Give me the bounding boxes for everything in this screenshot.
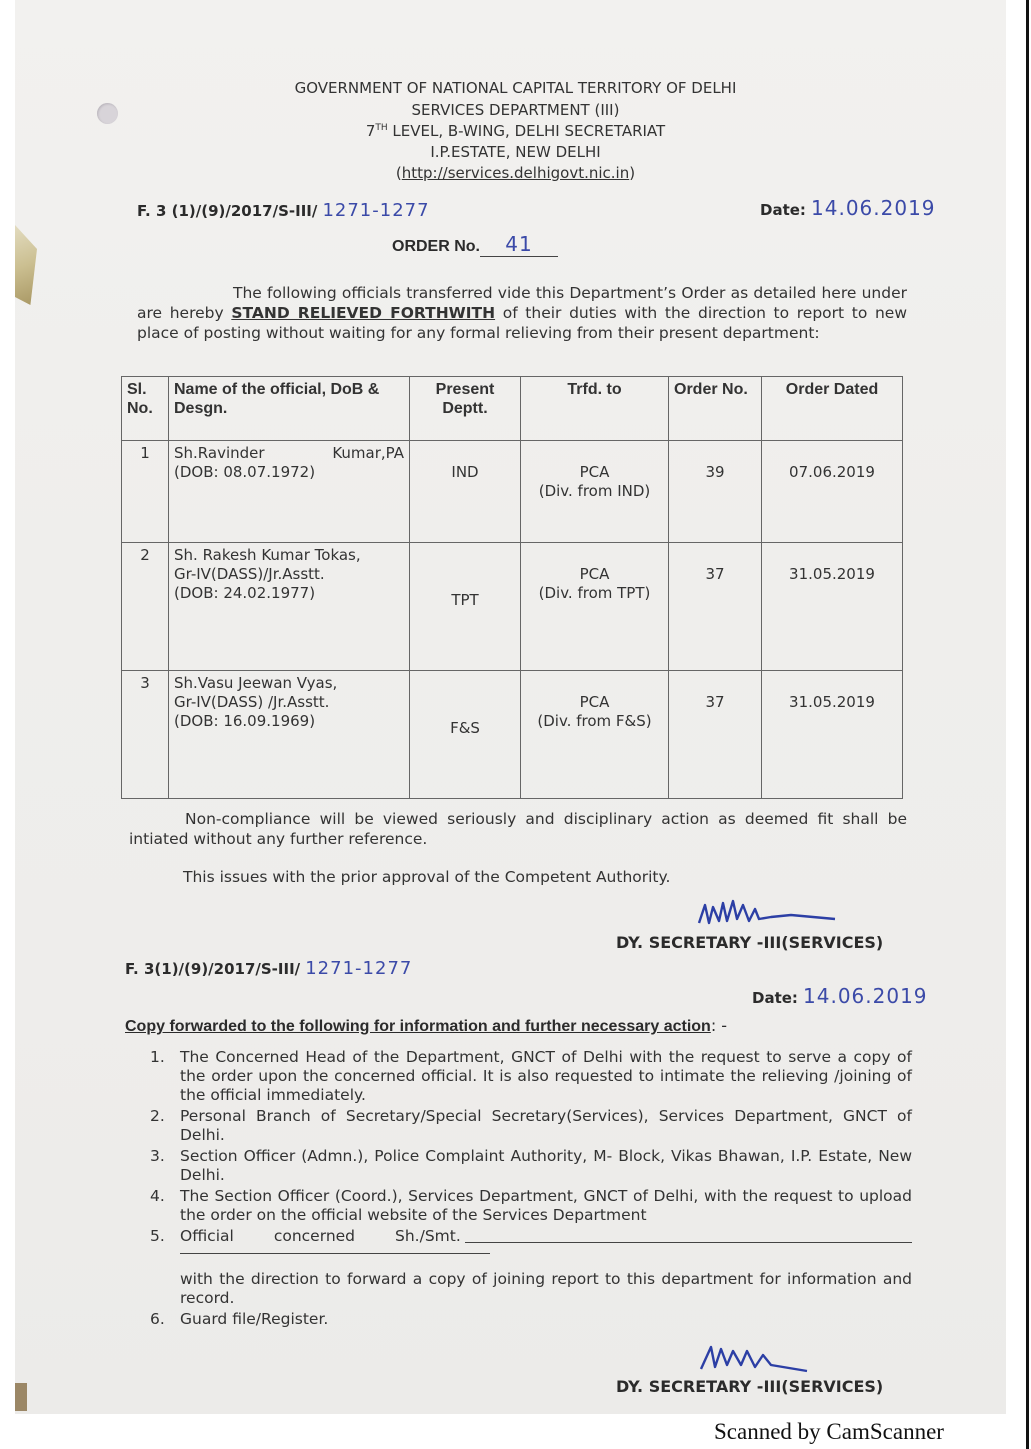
cell-name xyxy=(169,671,410,799)
sh-smt-group xyxy=(395,1227,912,1246)
trfd-dept: PCA xyxy=(579,463,610,481)
cell-order-dated: 07.06.2019 xyxy=(762,441,903,543)
list-item xyxy=(150,1310,912,1329)
col-sl-no: Sl. No. xyxy=(122,377,169,441)
col-transferred-to: Trfd. to xyxy=(521,377,669,441)
list-text: Section Officer (Admn.), Police Complaint Authority, M- Block, Vikas Bhawan, I.P. Estate, New Delhi. xyxy=(180,1147,912,1184)
copy-heading-text: Copy forwarded to the following for information and further necessary action xyxy=(125,1018,711,1035)
handwritten-date: 14.06.2019 xyxy=(811,196,936,220)
list-text: Personal Branch of Secretary/Special Secretary(Services), Services Department, GNCT of Delhi. xyxy=(180,1107,912,1144)
official-name-first: Sh.Ravinder xyxy=(174,444,265,462)
paren-close: ) xyxy=(629,164,636,182)
paren-open: ( xyxy=(395,164,402,182)
signature-scribble-2 xyxy=(697,1341,817,1375)
cell-order-dated: 31.05.2019 xyxy=(762,543,903,671)
list-item xyxy=(150,1107,912,1145)
list-text-sh-smt: Sh./Smt. xyxy=(395,1227,461,1245)
list-item-5-second-line xyxy=(180,1252,912,1270)
copy-heading xyxy=(125,1015,915,1038)
cell-order-no: 37 xyxy=(669,671,762,799)
header-level-suffix: TH xyxy=(375,123,388,133)
col-order-no: Order No. xyxy=(669,377,762,441)
reference-date xyxy=(760,196,936,220)
header-department: SERVICES DEPARTMENT (III) xyxy=(411,101,620,119)
official-name-last: Kumar,PA xyxy=(332,444,404,462)
copy-heading-suffix: : - xyxy=(710,1016,728,1035)
non-compliance-warning: Non-compliance will be viewed seriously and disciplinary action as deemed fit shall be intiated without any further reference. xyxy=(129,810,907,848)
cell-trfd xyxy=(521,543,669,671)
col-present-dept: Present Deptt. xyxy=(410,377,521,441)
table-row xyxy=(122,441,903,543)
copy-reference-line xyxy=(125,957,915,981)
date-label: Date: xyxy=(760,201,806,219)
official-name-blank-2[interactable] xyxy=(180,1252,490,1254)
official-dob: (DOB: 24.02.1977) xyxy=(174,584,316,602)
list-text: Guard file/Register. xyxy=(180,1310,329,1328)
col-order-dated: Order Dated xyxy=(762,377,903,441)
cell-trfd xyxy=(521,671,669,799)
signatory-designation-2: DY. SECRETARY -III(SERVICES) xyxy=(616,1377,884,1396)
copy-date-label: Date: xyxy=(752,989,798,1007)
list-number: 1. xyxy=(150,1048,165,1066)
trfd-note: (Div. from F&S) xyxy=(537,712,652,730)
intro-text-2: of their duties with the direction to report to new place of posting without waiting for any formal relieving from their present department: xyxy=(137,304,907,342)
cell-dept: IND xyxy=(410,441,521,543)
header-estate: I.P.ESTATE, NEW DELHI xyxy=(430,143,601,161)
header-website-line xyxy=(0,163,1031,183)
list-number: 3. xyxy=(150,1147,165,1165)
intro-paragraph xyxy=(137,283,907,343)
trfd-dept: PCA xyxy=(579,693,610,711)
header-government: GOVERNMENT OF NATIONAL CAPITAL TERRITORY OF DELHI xyxy=(294,79,737,97)
official-name-blank[interactable] xyxy=(465,1242,912,1243)
list-text: The Concerned Head of the Department, GNCT of Delhi with the request to serve a copy of the order upon the concerned official. It is also requested to intimate the relieving /joining of the official immediately. xyxy=(180,1048,912,1104)
trfd-dept: PCA xyxy=(579,565,610,583)
list-item-5-first-line xyxy=(180,1227,912,1246)
file-number: F. 3 (1)/(9)/2017/S-III/ xyxy=(137,202,318,220)
col-name: Name of the official, DoB & Desgn. xyxy=(169,377,410,441)
signatory-designation: DY. SECRETARY -III(SERVICES) xyxy=(616,933,884,952)
cell-order-no: 37 xyxy=(669,543,762,671)
signature-block-2 xyxy=(616,1341,916,1397)
scan-edge-line xyxy=(1026,0,1029,1449)
official-dob: (DOB: 08.07.1972) xyxy=(174,463,316,481)
reference-line xyxy=(137,200,430,221)
handwritten-dispatch-number: 1271-1277 xyxy=(322,200,430,221)
table-header-row xyxy=(122,377,903,441)
copy-date xyxy=(125,983,928,1011)
post-table-section xyxy=(129,809,907,887)
intro-text-1: The following officials transferred vide this Department’s Order as detailed here under are hereby xyxy=(137,284,907,322)
list-text: with the direction to forward a copy of joining report to this department for information and record. xyxy=(180,1270,912,1307)
cell-order-dated: 31.05.2019 xyxy=(762,671,903,799)
website-link[interactable]: http://services.delhigovt.nic.in xyxy=(401,164,630,182)
signature xyxy=(695,895,916,931)
name-line xyxy=(174,444,404,463)
official-dob: (DOB: 16.09.1969) xyxy=(174,712,316,730)
list-item xyxy=(150,1227,912,1308)
trfd-note: (Div. from IND) xyxy=(538,482,651,500)
order-number-field xyxy=(480,232,558,257)
camscanner-watermark: Scanned by CamScanner xyxy=(714,1419,944,1444)
cell-name xyxy=(169,543,410,671)
cell-sl: 1 xyxy=(122,441,169,543)
list-text-concerned: concerned xyxy=(273,1227,356,1245)
cell-sl: 2 xyxy=(122,543,169,671)
officials-table xyxy=(121,376,903,799)
cell-dept: TPT xyxy=(410,543,521,671)
copy-file-number: F. 3(1)/(9)/2017/S-III/ xyxy=(125,960,301,978)
copy-handwritten-dispatch-number: 1271-1277 xyxy=(305,958,413,979)
table-row xyxy=(122,671,903,799)
list-text: The Section Officer (Coord.), Services Department, GNCT of Delhi, with the request to upload the order on the official website of the Services Department xyxy=(180,1187,912,1224)
list-item xyxy=(150,1147,912,1185)
list-number: 2. xyxy=(150,1107,165,1125)
official-designation: Gr-IV(DASS)/Jr.Asstt. xyxy=(174,565,325,583)
signature-2 xyxy=(697,1341,916,1375)
list-item xyxy=(150,1187,912,1225)
official-designation: Gr-IV(DASS) /Jr.Asstt. xyxy=(174,693,330,711)
order-number-line xyxy=(392,232,558,257)
order-label: ORDER No. xyxy=(392,238,480,255)
official-name: Sh.Vasu Jeewan Vyas, xyxy=(174,674,338,692)
cell-sl: 3 xyxy=(122,671,169,799)
list-item xyxy=(150,1048,912,1105)
approval-note: This issues with the prior approval of the Competent Authority. xyxy=(183,868,671,886)
trfd-note: (Div. from TPT) xyxy=(538,584,651,602)
header-address-rest: LEVEL, B-WING, DELHI SECRETARIAT xyxy=(387,122,666,140)
cell-order-no: 39 xyxy=(669,441,762,543)
stand-relieved-emphasis: STAND RELIEVED FORTHWITH xyxy=(231,304,496,322)
table-row xyxy=(122,543,903,671)
header-level-number: 7 xyxy=(365,122,376,140)
header-address-line xyxy=(0,121,1031,141)
cell-dept: F&S xyxy=(410,671,521,799)
signature-scribble xyxy=(695,895,845,931)
cell-trfd xyxy=(521,441,669,543)
official-name: Sh. Rakesh Kumar Tokas, xyxy=(174,546,361,564)
signature-block xyxy=(616,895,916,953)
list-number: 6. xyxy=(150,1310,165,1328)
list-number: 4. xyxy=(150,1187,165,1205)
copy-section xyxy=(125,957,928,1038)
list-text-official: Official xyxy=(180,1227,234,1245)
handwritten-order-number: 41 xyxy=(505,232,533,256)
copy-recipient-list xyxy=(150,1048,912,1331)
list-number: 5. xyxy=(150,1227,165,1245)
binder-strip xyxy=(15,1383,27,1411)
cell-name xyxy=(169,441,410,543)
copy-handwritten-date: 14.06.2019 xyxy=(803,984,928,1008)
